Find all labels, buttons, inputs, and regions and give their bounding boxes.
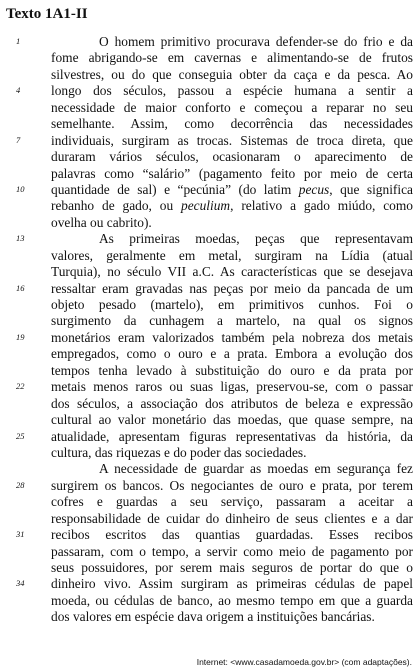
text-line <box>0 116 418 132</box>
text-line <box>0 363 418 379</box>
text-title: Texto 1A1-II <box>6 6 88 22</box>
text-line <box>0 67 418 83</box>
line-text: dinheiro vivo. Assim surgiram as primeiras cédulas de papel <box>51 576 413 592</box>
text-line <box>0 297 418 313</box>
text-line <box>0 100 418 116</box>
text-line <box>0 494 418 510</box>
line-text: cofres e guardas a seu serviço, passaram a aceitar a <box>51 494 413 510</box>
text-body <box>0 34 418 626</box>
text-line <box>0 560 418 576</box>
text-line <box>0 544 418 560</box>
line-text: individuais, surgiram as trocas. Sistemas de troca direta, que <box>51 132 413 148</box>
line-text: passaram, com o tempo, a servir como meio de pagamento por <box>51 543 413 559</box>
line-text: monetários eram valorizados também pela nobreza dos metais <box>51 329 413 345</box>
line-text: empregados, como o ouro e a prata. Embora a evolução dos <box>51 346 413 362</box>
text-line <box>0 511 418 527</box>
text-line <box>0 396 418 412</box>
text-line <box>0 182 418 198</box>
line-text: duraram vários séculos, ocasionaram o aparecimento de <box>51 149 413 165</box>
text-line <box>0 527 418 543</box>
line-number: 13 <box>16 233 25 244</box>
line-text: palavras como “salário” (pagamento feito por meio de certa <box>51 165 413 181</box>
line-text: semelhante. Assim, como decorrência das necessidades <box>51 116 413 132</box>
line-text: O homem primitivo procurava defender-se do frio e da <box>99 34 413 49</box>
line-number: 4 <box>16 85 21 96</box>
line-text: silvestres, ou do que conseguia obter da caça e da pesca. Ao <box>51 66 413 82</box>
line-number: 10 <box>16 183 25 194</box>
text-line <box>0 264 418 280</box>
source-citation: Internet: <www.casadamoeda.gov.br> (com adaptações). <box>196 657 412 667</box>
text-line <box>0 429 418 445</box>
line-number: 31 <box>16 529 25 540</box>
line-text: recibos escritos das quantias guardadas. Esses recibos <box>51 527 413 543</box>
line-text: ressaltar eram gravadas nas peças por meio da pancada de um <box>51 280 413 296</box>
text-line <box>0 281 418 297</box>
text-line <box>0 445 418 461</box>
text-line <box>0 609 418 625</box>
text-line <box>0 149 418 165</box>
text-line <box>0 50 418 66</box>
line-number: 22 <box>16 381 25 392</box>
text-line <box>0 346 418 362</box>
line-text: valores, geralmente em metal, surgiram na Lídia (atual <box>51 247 413 263</box>
text-line <box>0 133 418 149</box>
text-line <box>0 231 418 247</box>
text-line <box>0 478 418 494</box>
line-number: 1 <box>16 36 21 46</box>
line-text: rebanho de gado, ou peculium, relativo a gado miúdo, como <box>51 198 413 214</box>
line-text: A necessidade de guardar as moedas em segurança fez <box>99 461 413 477</box>
line-number: 25 <box>16 430 25 441</box>
text-line <box>0 593 418 609</box>
text-line <box>0 198 418 214</box>
text-line <box>0 313 418 329</box>
line-text: tempos tenha levado à substituição do ouro e da prata por <box>51 362 413 378</box>
text-line <box>0 412 418 428</box>
line-text: objeto pesado (martelo), em primitivos cunhos. Foi o <box>51 297 413 312</box>
line-text: dos valores em espécie dava origem a instituições bancárias. <box>51 609 375 625</box>
text-line <box>0 83 418 99</box>
line-text: As primeiras moedas, peças que representavam <box>99 231 413 247</box>
line-text: quantidade de sal) e “pecúnia” (do latim pecus, que significa <box>51 181 413 197</box>
line-text: responsabilidade de cuidar do dinheiro de seus clientes e a dar <box>51 510 413 526</box>
line-text: surgimento da cunhagem a martelo, na qual os signos <box>51 313 413 329</box>
line-text: ovelha ou cabrito). <box>51 214 152 230</box>
text-line <box>0 576 418 592</box>
text-line <box>0 215 418 231</box>
line-text: fome abrigando-se em cavernas e alimentando-se de frutos <box>51 50 413 66</box>
line-text: seus possuidores, por serem mais seguros de portar do que o <box>51 560 413 575</box>
text-line <box>0 34 418 50</box>
text-line <box>0 248 418 264</box>
line-text: atualidade, apresentam figuras representativas da história, da <box>51 428 413 444</box>
line-number: 7 <box>16 134 21 145</box>
line-number: 34 <box>16 578 25 589</box>
text-line <box>0 166 418 182</box>
line-text: dos séculos, a associação dos atributos de beleza e expressão <box>51 395 413 411</box>
text-line <box>0 461 418 477</box>
line-text: necessidade de maior conforto e começou a reparar no seu <box>51 99 413 115</box>
line-number: 28 <box>16 479 25 490</box>
text-line <box>0 330 418 346</box>
line-text: Turquia), no século VII a.C. As características que se desejava <box>51 264 413 280</box>
line-text: longo dos séculos, passou a espécie humana a sentir a <box>51 83 413 99</box>
line-text: cultural ao valor monetário das moedas, que quase sempre, na <box>51 412 413 428</box>
line-text: surgirem os bancos. Os negociantes de ouro e prata, por terem <box>51 477 413 493</box>
line-text: moeda, ou cédulas de banco, ao mesmo tempo em que a guarda <box>51 592 413 608</box>
line-text: metais menos raros ou suas ligas, preservou-se, com o passar <box>51 379 413 395</box>
line-number: 16 <box>16 282 25 293</box>
line-text: cultura, das riquezas e do poder das sociedades. <box>51 444 307 460</box>
line-number: 19 <box>16 331 25 342</box>
text-line <box>0 379 418 395</box>
